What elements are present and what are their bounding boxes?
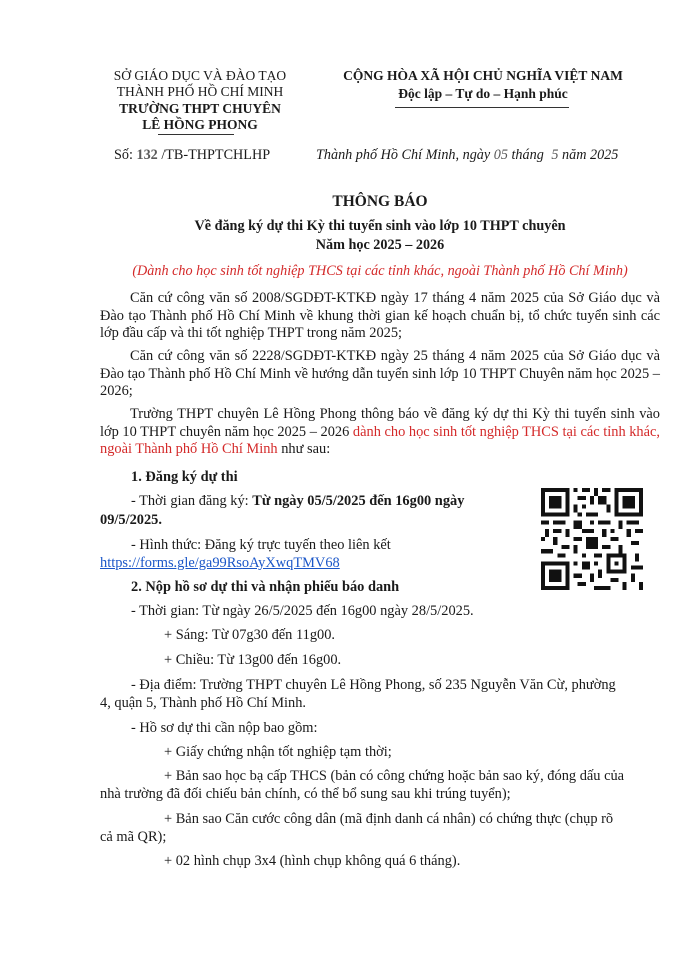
paragraph-1-text: Căn cứ công văn số 2008/SGDĐT-KTKĐ ngày 17 tháng 4 năm 2025 của Sở Giáo dục và Đào tạo Thành phố Hồ Chí Minh về khung thời gian kế hoạch chuẩn bị, tổ chức tuyển sinh các lớp đầu cấp và thi tốt nghiệp THPT trong năm 2025;: [100, 290, 660, 341]
agency-header: [95, 68, 305, 133]
submission-time: - Thời gian: Từ ngày 26/5/2025 đến 16g00 ngày 28/5/2025.: [131, 603, 474, 619]
document-number-value: 132: [136, 147, 158, 163]
document-item-3-line-1: + Bản sao Căn cước công dân (mã định danh cá nhân) có chứng thực (chụp rõ: [164, 811, 614, 827]
document-number: [114, 147, 270, 164]
submission-morning: + Sáng: Từ 07g30 đến 11g00.: [164, 627, 336, 643]
date-year: năm 2025: [562, 147, 619, 163]
date-month: 5: [551, 147, 559, 163]
document-item-3-line-2: cả mã QR);: [100, 829, 167, 845]
submission-place-line-1: - Địa điểm: Trường THPT chuyên Lê Hồng Phong, số 235 Nguyễn Văn Cừ, phường: [131, 677, 616, 693]
motto-underline: [395, 107, 569, 108]
document-item-4: + 02 hình chụp 3x4 (hình chụp không quá 6 tháng).: [164, 853, 461, 869]
registration-time-label: - Thời gian đăng ký:: [131, 493, 249, 509]
school-name-line-2: LÊ HỒNG PHONG: [142, 117, 258, 132]
submission-place-line-2: 4, quận 5, Thành phố Hồ Chí Minh.: [100, 695, 306, 711]
school-name-line-1: TRƯỜNG THPT CHUYÊN: [119, 101, 281, 116]
registration-form-link[interactable]: https://forms.gle/ga99RsoAyXwqTMV68: [100, 555, 340, 571]
audience-note: (Dành cho học sinh tốt nghiệp THCS tại các tỉnh khác, ngoài Thành phố Hồ Chí Minh): [132, 263, 628, 279]
document-date: [316, 147, 618, 164]
document-item-2-line-1: + Bản sao học bạ cấp THCS (bản có công chứng hoặc bản sao ký, đóng dấu của: [164, 768, 625, 784]
qr-code-icon: [541, 488, 643, 590]
document-title: THÔNG BÁO: [332, 193, 428, 210]
registration-time-value: Từ ngày 05/5/2025 đến 16g00 ngày: [252, 493, 465, 509]
section-1-heading: 1. Đăng ký dự thi: [131, 469, 238, 485]
document-number-code: /TB-THPTCHLHP: [161, 147, 271, 163]
document-subtitle-2: Năm học 2025 – 2026: [315, 237, 445, 253]
agency-line-2: THÀNH PHỐ HỒ CHÍ MINH: [116, 84, 284, 99]
documents-label: - Hồ sơ dự thi cần nộp bao gồm:: [131, 720, 318, 736]
registration-time-end: 09/5/2025.: [100, 512, 162, 528]
paragraph-2-text: Căn cứ công văn số 2228/SGDĐT-KTKĐ ngày 25 tháng 4 năm 2025 của Sở Giáo dục và Đào tạo Thành phố Hồ Chí Minh về hướng dẫn tuyển sinh lớp 10 THPT Chuyên năm học 2025 – 2026;: [100, 348, 660, 399]
agency-line-1: SỞ GIÁO DỤC VÀ ĐÀO TẠO: [113, 68, 287, 83]
date-month-label: tháng: [511, 147, 544, 163]
registration-link-line: [100, 555, 340, 573]
document-number-label: Số:: [114, 147, 133, 163]
legal-basis-paragraph-2: [100, 348, 660, 401]
document-item-2-line-2: nhà trường đã đối chiếu bản chính, có thể bổ sung sau khi trúng tuyển);: [100, 786, 511, 802]
paragraph-3-text: Trường THPT chuyên Lê Hồng Phong thông báo về đăng ký dự thi Kỳ thi tuyển sinh vào lớp 10 THPT chuyên năm học 2025 – 2026: [100, 406, 660, 440]
registration-time: [131, 493, 464, 511]
document-item-1: + Giấy chứng nhận tốt nghiệp tạm thời;: [164, 744, 392, 760]
agency-underline: [158, 134, 234, 135]
submission-afternoon: + Chiều: Từ 13g00 đến 16g00.: [164, 652, 342, 668]
paragraph-3-highlight: dành cho học sinh tốt nghiệp THCS tại các tỉnh khác, ngoài Thành phố Hồ Chí Minh: [100, 423, 660, 457]
paragraph-3-tail: như sau:: [281, 441, 331, 457]
national-title: CỘNG HÒA XÃ HỘI CHỦ NGHĨA VIỆT NAM: [343, 68, 623, 83]
legal-basis-paragraph-1: [100, 290, 660, 343]
document-subtitle-1: Về đăng ký dự thi Kỳ thi tuyển sinh vào lớp 10 THPT chuyên: [194, 218, 566, 234]
national-header: [318, 68, 648, 102]
date-day: 05: [493, 147, 508, 163]
section-2-heading: 2. Nộp hồ sơ dự thi và nhận phiếu báo danh: [131, 579, 400, 595]
registration-method: - Hình thức: Đăng ký trực tuyến theo liên kết: [131, 537, 391, 553]
national-motto: Độc lập – Tự do – Hạnh phúc: [398, 86, 568, 101]
announcement-paragraph: [100, 406, 660, 459]
date-prefix: Thành phố Hồ Chí Minh, ngày: [316, 147, 491, 163]
